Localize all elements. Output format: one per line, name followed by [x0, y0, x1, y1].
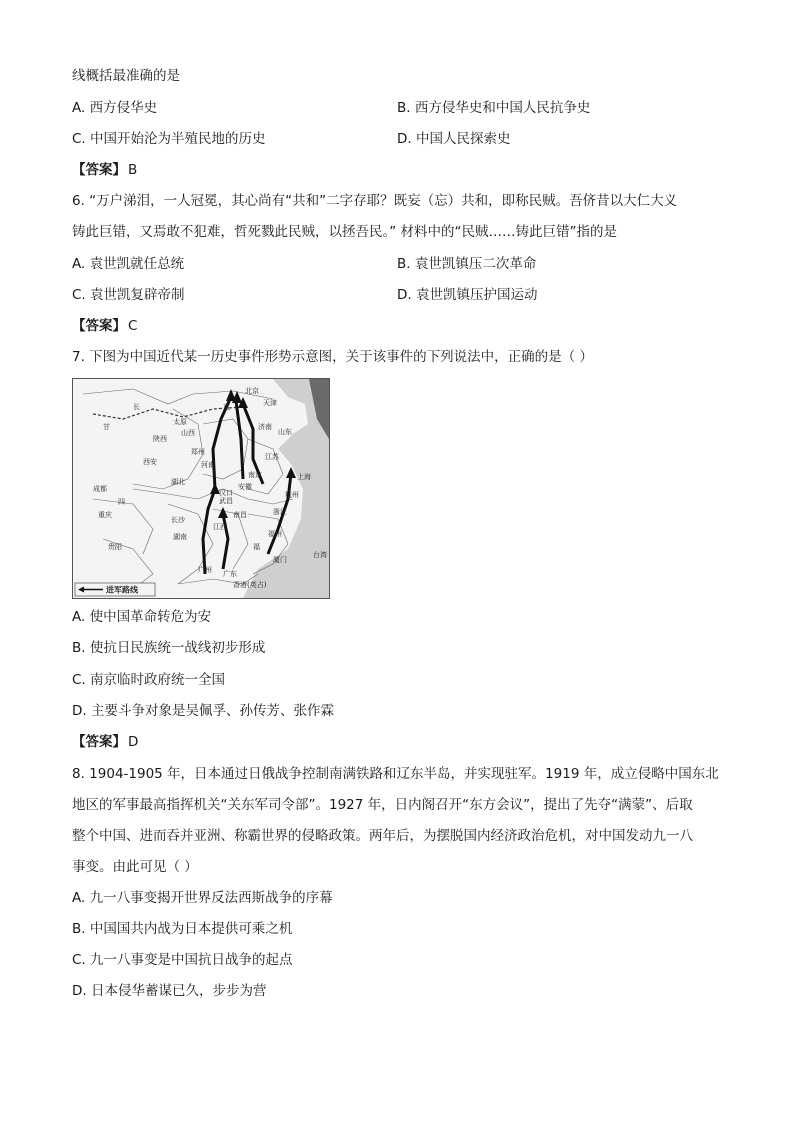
map-label-hongkong: 香港(英占) [233, 581, 267, 589]
q5-answer-value: B [128, 162, 138, 178]
q8-stem-line2: 地区的军事最高指挥机关“关东军司令部”。1927 年，日内阁召开“东方会议”，提出了先夺“满蒙”、后取 [72, 797, 693, 813]
map-label-changsha: 长沙 [171, 516, 185, 524]
arrowhead-nanchang [218, 507, 228, 518]
map-label-shanxi: 山西 [181, 429, 195, 437]
map-label-hangzhou: 杭州 [285, 491, 299, 499]
map-legend [75, 583, 155, 596]
map-label-si: 四 [118, 498, 125, 506]
q5-option-b: B. 西方侵华史和中国人民抗争史 [397, 100, 591, 116]
q8-option-a: A. 九一八事变揭开世界反法西斯战争的序幕 [72, 890, 333, 906]
q5-answer [72, 160, 137, 180]
q8-option-d: D. 日本侵华蓄谋已久，步步为营 [72, 983, 267, 999]
q6-option-b: B. 袁世凯镇压二次革命 [397, 256, 537, 272]
map-label-shanghai: 上海 [297, 473, 311, 481]
map-label-chang: 长 [133, 403, 140, 411]
q7-answer [72, 732, 138, 752]
map-svg [73, 379, 329, 598]
q5-option-a: A. 西方侵华史 [72, 100, 158, 116]
q7-option-a: A. 使中国革命转危为安 [72, 609, 212, 625]
q7-answer-value: D [128, 734, 139, 750]
map-label-gan: 甘 [103, 423, 110, 431]
map-label-tianjin: 天津 [263, 399, 277, 407]
q5-stem-tail: 线概括最准确的是 [72, 68, 180, 84]
map-label-chongqing: 重庆 [98, 511, 112, 519]
province-borders [83, 389, 293, 589]
map-label-zhengzhou: 郑州 [191, 448, 205, 456]
map-label-chengdu: 成都 [93, 485, 107, 493]
map-label-jiangsu: 江苏 [265, 453, 279, 461]
map-label-hunan: 湖南 [173, 533, 187, 541]
q6-option-d: D. 袁世凯镇压护国运动 [397, 287, 538, 303]
q5-answer-label: 【答案】 [72, 162, 126, 178]
q5-option-d: D. 中国人民探索史 [397, 131, 511, 147]
q7-option-b: B. 使抗日民族统一战线初步形成 [72, 640, 266, 656]
route-west [203, 489, 215, 574]
map-label-jinan: 济南 [258, 423, 272, 431]
legend-label: 进军路线 [106, 585, 138, 595]
q7-answer-label: 【答案】 [72, 734, 126, 750]
map-label-anhui: 安徽 [238, 483, 252, 491]
map-label-taiwan: 台湾 [313, 551, 327, 559]
q6-option-c: C. 袁世凯复辟帝制 [72, 287, 185, 303]
map-label-fuzhou: 福州 [268, 530, 282, 538]
map-label-zhi: 直 [223, 403, 230, 411]
map-label-guangzhou: 广州 [198, 566, 212, 574]
q6-answer-value: C [128, 318, 138, 334]
q6-stem-line1: 6. “万户涕泪，一人冠冕，其心尚有“共和”二字存耶？既妄（忘）共和，即称民贼。吾侪昔以大仁大义 [72, 193, 678, 209]
q8-option-c: C. 九一八事变是中国抗日战争的起点 [72, 952, 293, 968]
map-label-xiamen: 厦门 [273, 556, 287, 564]
q6-option-a: A. 袁世凯就任总统 [72, 256, 185, 272]
map-label-shaanxi: 陕西 [153, 435, 167, 443]
map-label-hubei: 湖北 [171, 478, 185, 486]
q6-stem-line2: 铸此巨错，又焉敢不犯难，哲死戮此民贼，以拯吾民。” 材料中的“民贼……铸此巨错”指的是 [72, 224, 618, 240]
map-label-jiangxi: 江西 [213, 523, 227, 531]
q8-stem-line3: 整个中国、进而吞并亚洲、称霸世界的侵略政策。两年后，为摆脱国内经济政治危机，对中国发动九一八 [72, 828, 693, 844]
q7-option-d: D. 主要斗争对象是吴佩孚、孙传芳、张作霖 [72, 703, 334, 719]
route-north-center [236, 401, 243, 479]
map-label-xian: 西安 [143, 458, 157, 466]
map-label-guiyang: 贵阳 [108, 543, 122, 551]
map-label-guangdong: 广东 [223, 570, 237, 578]
q5-option-c: C. 中国开始沦为半殖民地的历史 [72, 131, 266, 147]
map-label-henan: 河南 [201, 461, 215, 469]
q6-answer [72, 316, 137, 336]
map-label-nanchang: 南昌 [233, 511, 247, 519]
q8-stem-line4: 事变。由此可见（ ） [72, 859, 198, 875]
q6-answer-label: 【答案】 [72, 318, 126, 334]
map-label-fu: 福 [253, 543, 260, 551]
map-label-taiyuan: 太原 [173, 418, 187, 426]
q7-stem: 7. 下图为中国近代某一历史事件形势示意图，关于该事件的下列说法中，正确的是（ ） [72, 349, 593, 365]
map-label-nanjing: 南京 [248, 471, 262, 479]
q8-option-b: B. 中国国共内战为日本提供可乘之机 [72, 921, 293, 937]
northern-expedition-map [72, 378, 330, 599]
map-label-beijing: 北京 [245, 387, 259, 395]
map-label-shandong: 山东 [278, 428, 292, 436]
q8-stem-line1: 8. 1904-1905 年，日本通过日俄战争控制南满铁路和辽东半岛，并实现驻军。1919 年，成立侵略中国东北 [72, 766, 719, 782]
map-label-wuchang: 武昌 [219, 497, 233, 505]
map-label-zhejiang: 浙江 [273, 508, 287, 516]
map-label-hankou: 汉口 [219, 489, 233, 497]
q7-option-c: C. 南京临时政府统一全国 [72, 672, 226, 688]
